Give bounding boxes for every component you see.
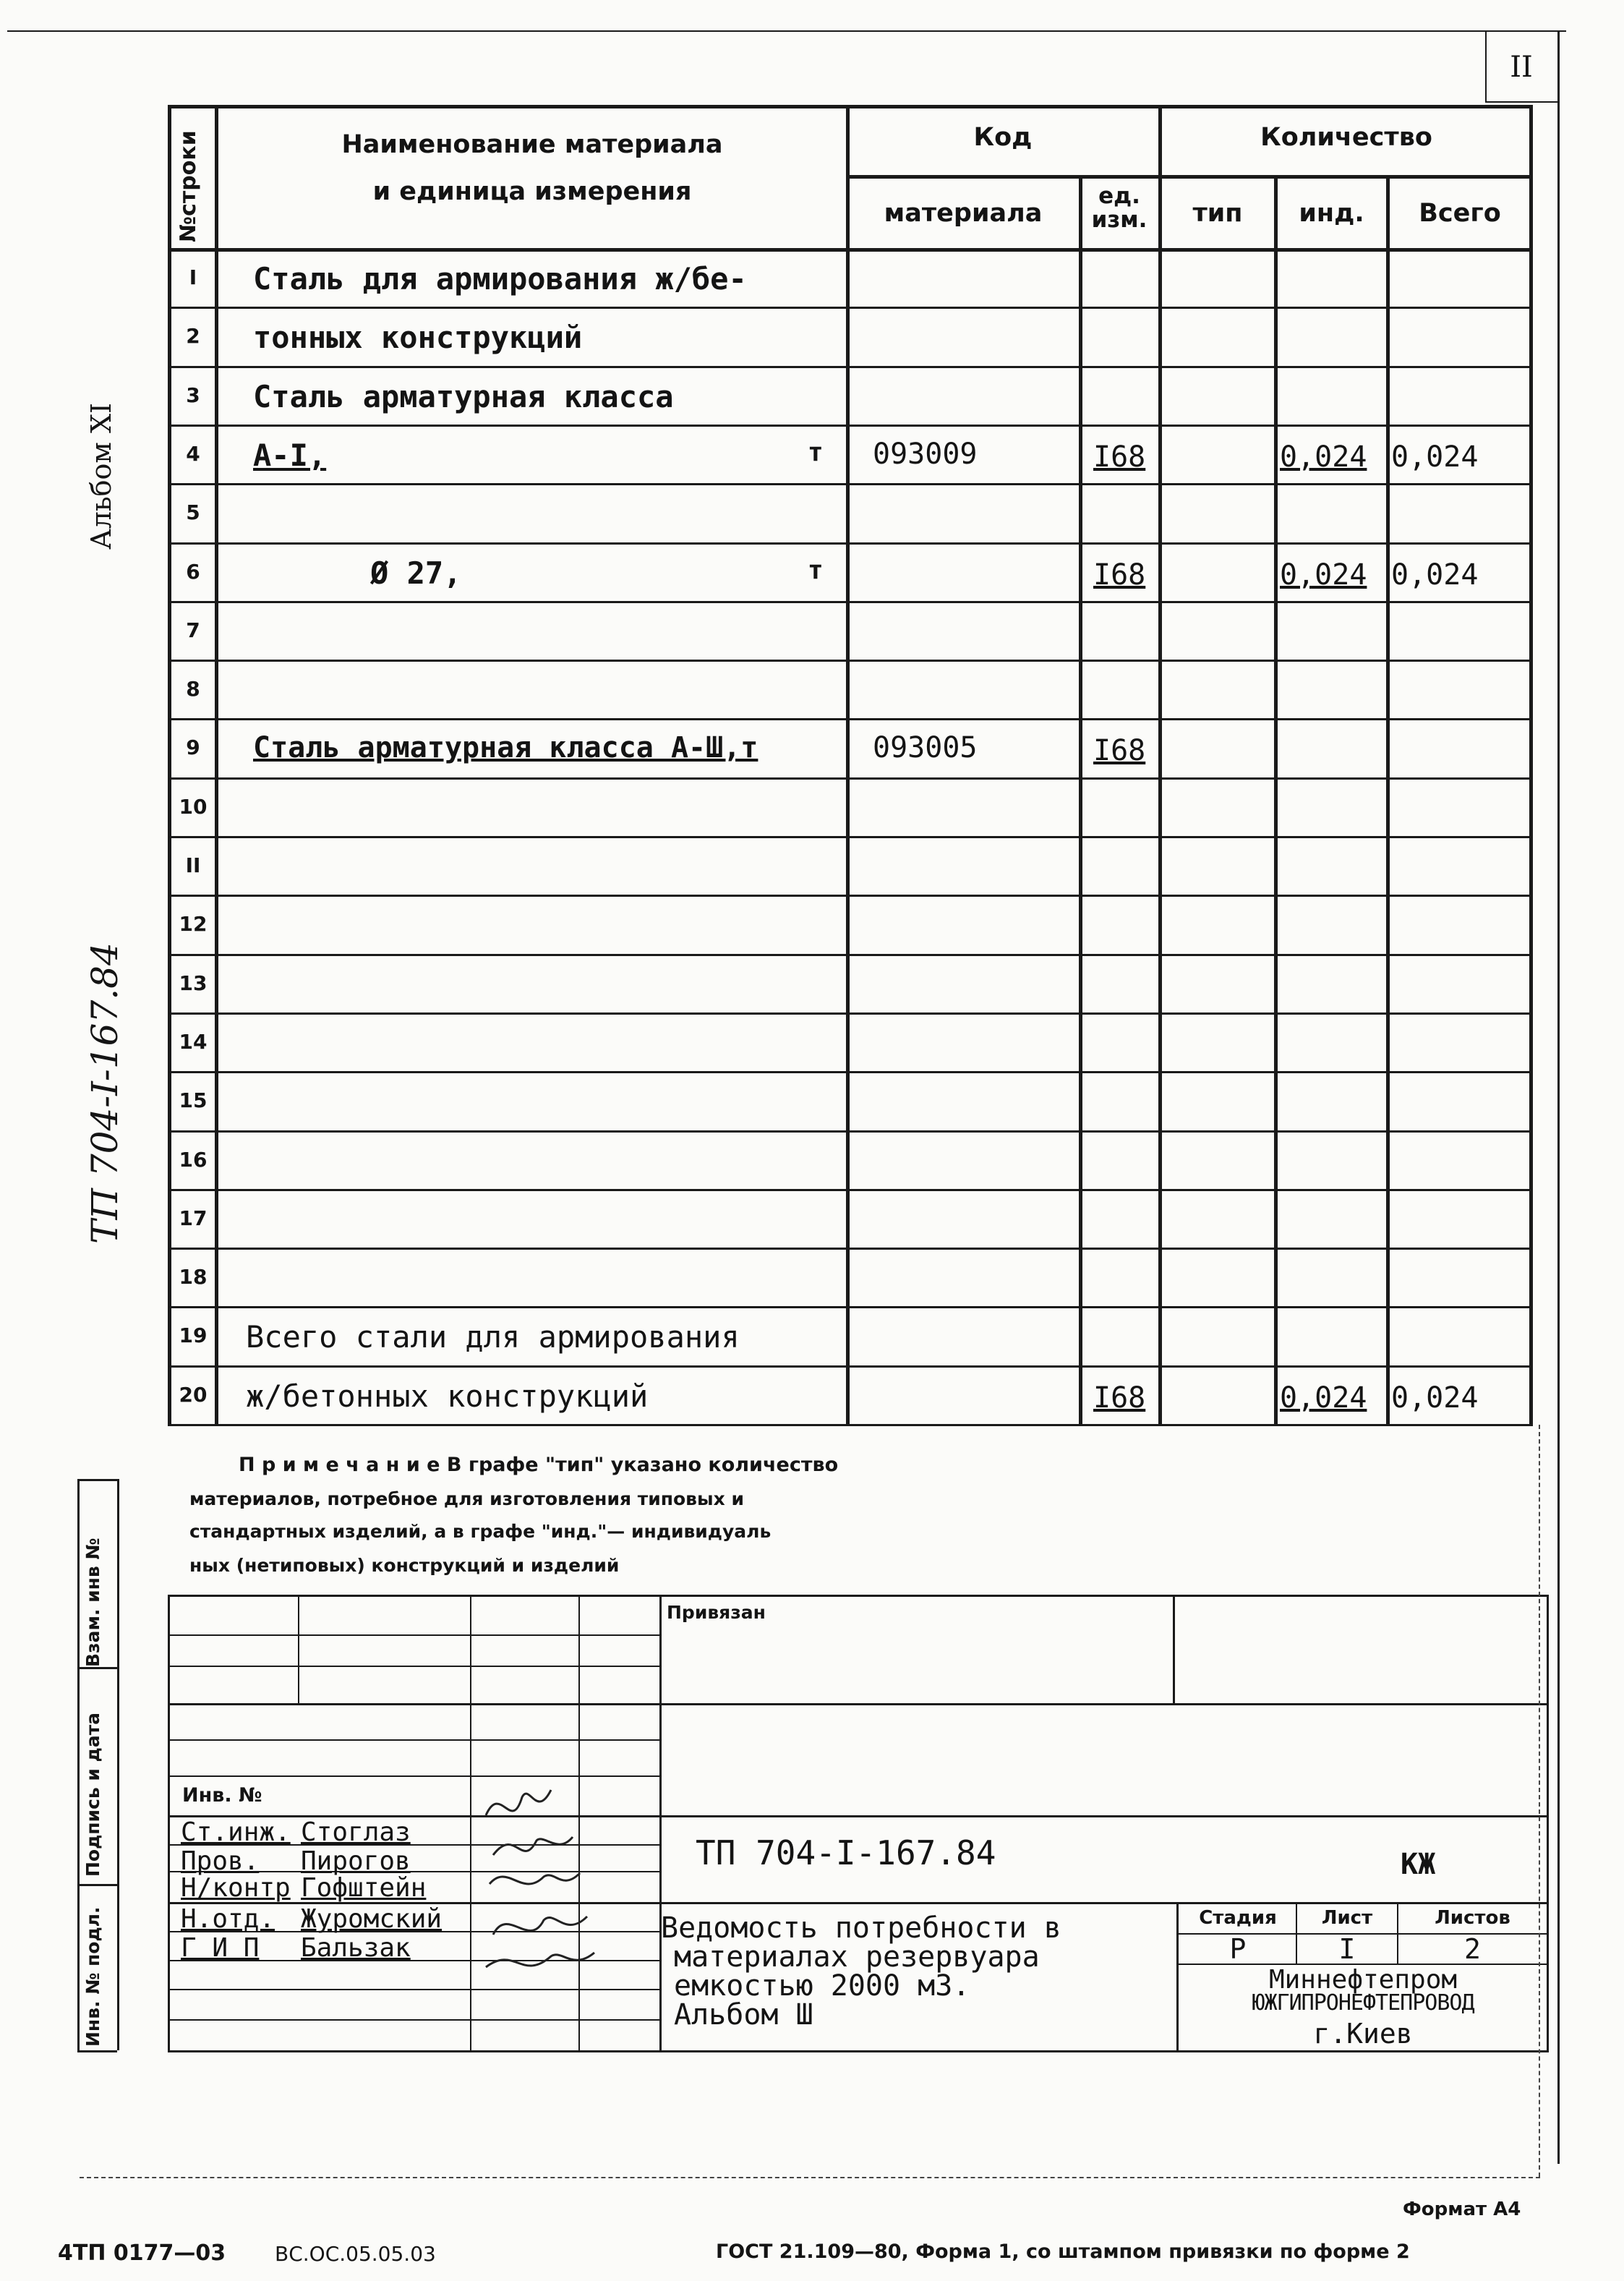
row-divider [168,483,1533,485]
stage-label: Стадия [1199,1907,1277,1929]
row-name: А-I, [253,437,327,473]
row-divider [168,895,1533,897]
margin-band-left [77,1479,80,2050]
inv-no-label: Инв. № [182,1784,262,1807]
album-side-label: Альбом XI [85,402,117,550]
stamp-left-border [168,1595,170,2050]
note-line3: стандартных изделий, а в графе "инд."— индивидуаль [189,1521,772,1542]
signatory-role: Пров. [181,1846,260,1876]
footer-left-code: 4ТП 0177—03 [58,2241,226,2266]
top-page-line [7,30,1566,32]
row-unit-suffix: т [808,437,824,467]
sheet-value: I [1338,1933,1356,1965]
footer-mid-code: ВС.ОС.05.05.03 [275,2242,436,2266]
name-header-line1: Наименование материала [341,130,723,159]
material-subheader: материала [884,199,1043,228]
row-total: 0,024 [1391,440,1479,474]
note-line1: П р и м е ч а н и е В графе "тип" указано количество [239,1454,839,1476]
row-divider [168,777,1533,780]
sheet-number: II [1510,51,1533,84]
quantity-header: Количество [1260,123,1432,152]
margin-band-bottom [77,2050,117,2052]
row-divider [168,718,1533,720]
row-name: Всего стали для армирования [246,1319,740,1355]
stamp-bottom-line [168,2050,1549,2052]
col-sep-unit [1079,175,1082,1425]
signatory-role: Н.отд. [181,1904,275,1934]
col-sep-qty [1158,105,1162,1425]
dashed-bottom-border [1539,1425,1540,2177]
margin-label-vzam: Взам. инв № [82,1538,103,1667]
row-number: II [185,853,201,877]
row-unit: I68 [1093,1381,1146,1415]
margin-label-podpis: Подпись и дата [82,1712,103,1877]
unit-subheader-line1: ед. [1098,183,1140,209]
name-header-line2: и единица измерения [372,177,692,206]
row-divider [168,1130,1533,1133]
row-number: 12 [179,912,208,937]
row-divider [168,601,1533,603]
stamp-col-5 [1173,1595,1175,1703]
title-line1: Ведомость потребности в [661,1911,1061,1945]
stage-value: Р [1229,1933,1247,1965]
sheet-number-box-bottom [1485,101,1557,103]
row-number: 3 [186,383,200,407]
row-name: Ø 27, [370,555,462,591]
row-total: 0,024 [1391,1381,1479,1415]
row-number: 20 [179,1382,208,1407]
stamp-line-m [168,2019,659,2021]
row-number: I [189,265,197,289]
row-name: Сталь для армирования ж/бе- [253,261,747,297]
col-sep-ind [1274,175,1278,1425]
row-number: 2 [186,324,200,349]
signatory-role: Н/контр [181,1873,291,1903]
signatory-name: Журомский [301,1904,443,1934]
row-ind: 0,024 [1280,440,1367,474]
row-unit-suffix: т [808,555,824,585]
sheet-label: Лист [1321,1907,1373,1929]
row-code: 093009 [873,437,978,471]
margin-band-right [117,1479,119,2050]
row-divider [168,307,1533,309]
doc-code [696,1833,996,1872]
unit-subheader [1080,184,1158,232]
col-sep-total [1386,175,1390,1425]
signature-scribbles [471,1775,659,2014]
row-number: 8 [186,677,200,702]
row-number: 17 [179,1206,208,1230]
note-line4: ных (нетиповых) конструкций и изделий [189,1555,620,1576]
row-number: 15 [179,1088,208,1113]
row-ind: 0,024 [1280,558,1367,592]
row-number: 7 [186,618,200,642]
footer-gost: ГОСТ 21.109—80, Форма 1, со штампом привязки по форме 2 [716,2241,1410,2263]
stamp-line-a [168,1634,659,1636]
sheets-label: Листов [1435,1907,1510,1929]
unit-subheader-line2: изм. [1091,207,1148,233]
row-name: тонных конструкций [253,320,583,356]
row-divider [168,1248,1533,1250]
code-header: Код [973,123,1033,152]
row-number: 13 [179,971,208,995]
row-name: Сталь арматурная класса [253,378,674,414]
materials-table [168,105,1534,1425]
row-number: 18 [179,1265,208,1289]
signatory-name: Пирогов [301,1846,411,1876]
margin-band-top [77,1479,117,1481]
header-bottom-line [168,248,1533,252]
row-number: 10 [179,794,208,819]
signatory-name: Стоглаз [301,1817,411,1847]
row-ind: 0,024 [1280,1381,1367,1415]
row-number: 14 [179,1029,208,1054]
row-divider [168,1189,1533,1191]
stamp-line-c [168,1703,1549,1705]
row-number: 5 [186,500,200,525]
margin-band-split1 [77,1667,117,1669]
row-number: 9 [186,736,200,760]
header-mid-line [846,175,1533,179]
table-top-border [168,105,1533,108]
org-line3: г.Киев [1313,2018,1413,2050]
row-divider [168,836,1533,838]
title-line4: Альбом Ш [674,1998,813,2031]
title-line3: емкостью 2000 м3. [674,1969,970,2003]
margin-band-split2 [77,1884,117,1886]
stamp-top-line [168,1595,1549,1597]
ind-subheader: инд. [1299,199,1364,228]
stamp-col-4 [659,1595,662,2050]
signatory-name: Гофштейн [301,1873,427,1903]
row-divider [168,1424,1533,1426]
sheet-number-box-left [1485,30,1487,103]
stamp-col-1 [298,1595,299,1703]
row-name: Сталь арматурная класса А-Ш,т [253,731,758,765]
row-divider [168,1306,1533,1308]
bound-label: Привязан [667,1602,766,1623]
row-divider [168,660,1533,662]
row-number-header: №строки [176,130,201,242]
row-number: 6 [186,559,200,584]
row-divider [168,366,1533,368]
mark-code: КЖ [1401,1848,1436,1881]
sheets-value: 2 [1464,1933,1481,1965]
project-side-label: ТП 704-I-167.84 [84,942,126,1244]
stamp-line-b [168,1666,659,1667]
row-number: 19 [179,1323,208,1348]
note-line2: материалов, потребное для изготовления типовых и [189,1488,744,1509]
row-divider [168,1071,1533,1073]
col-sep-code [846,105,850,1425]
org-line2: ЮЖГИПРОНЕФТЕПРОВОД [1252,1990,1474,2016]
table-right-border [1529,105,1533,1425]
row-number: 16 [179,1147,208,1172]
type-subheader: тип [1192,199,1243,228]
row-code: 093005 [873,731,978,765]
dashed-bottom-line [80,2177,1540,2178]
signatory-name: Бальзак [301,1933,411,1963]
total-subheader: Всего [1419,199,1501,228]
signatory-role: Ст.инж. [181,1817,291,1847]
frame-right-border [1557,30,1560,2164]
title-line2: материалах резервуара [674,1940,1040,1974]
margin-label-inv-podl: Инв. № подл. [82,1906,103,2047]
row-unit: I68 [1093,558,1146,592]
row-total: 0,024 [1391,558,1479,592]
row-divider [168,954,1533,956]
format-label: Формат А4 [1403,2199,1521,2220]
row-name: ж/бетонных конструкций [246,1378,649,1414]
row-divider [168,1012,1533,1015]
doc-code-text: ТП 704-I-167.84 [696,1833,996,1872]
row-divider [168,425,1533,427]
row-unit: I68 [1093,440,1146,474]
row-divider [168,542,1533,545]
signatory-role: Г И П [181,1933,260,1963]
org-line1: Миннефтепром [1268,1965,1458,1995]
row-unit: I68 [1093,734,1146,768]
stamp-line-d [168,1739,659,1741]
row-divider [168,1365,1533,1368]
row-number: 4 [186,441,200,466]
